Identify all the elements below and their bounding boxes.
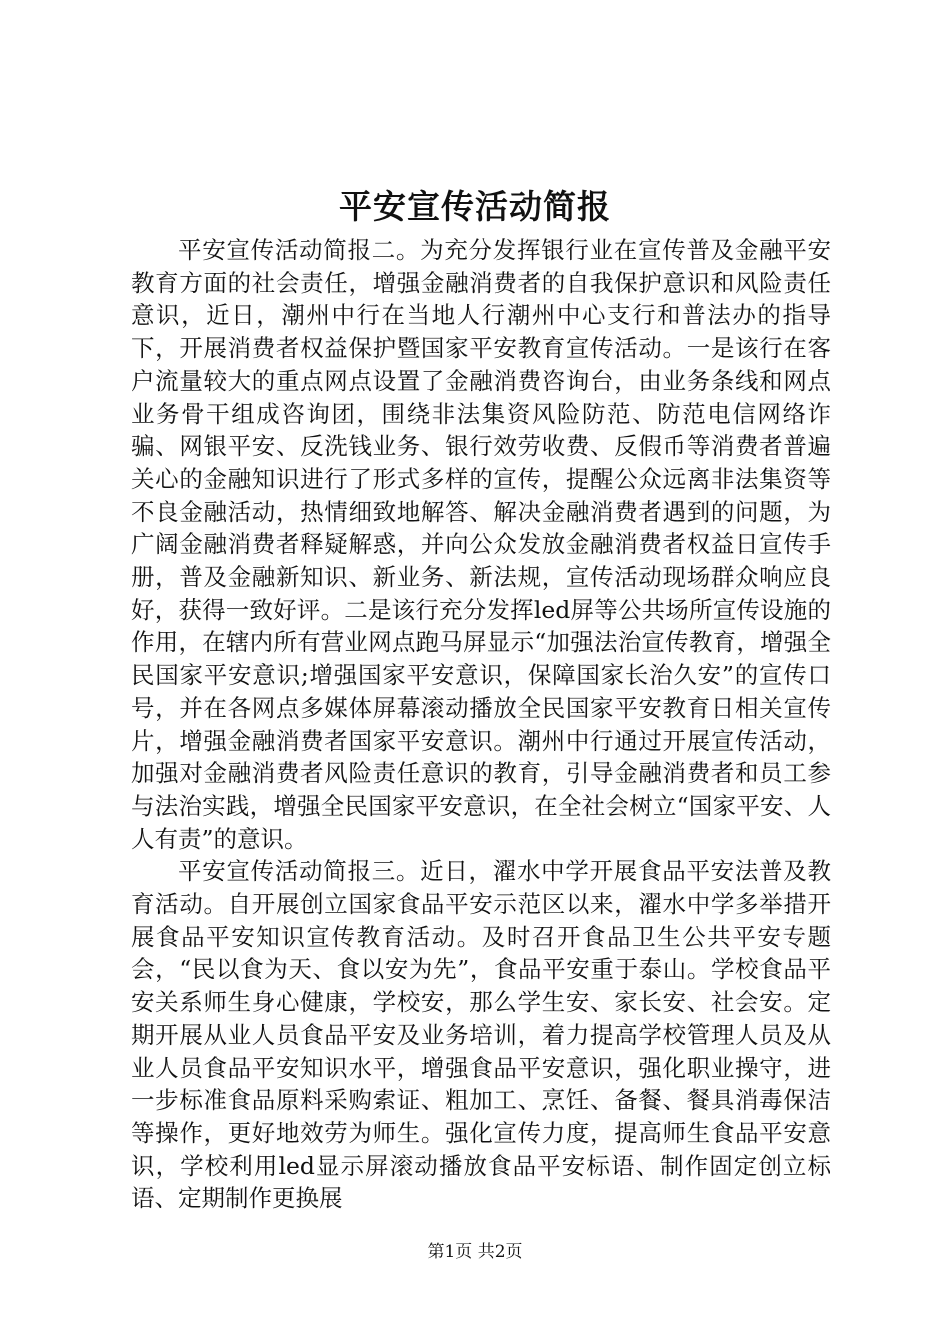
document-body xyxy=(131,234,831,1215)
document-title: 平安宣传活动简报 xyxy=(339,187,611,226)
paragraph-briefing-two: 平安宣传活动简报二。为充分发挥银行业在宣传普及金融平安教育方面的社会责任，增强金融消费者的自我保护意识和风险责任意识，近日，潮州中行在当地人行潮州中心支行和普法办的指导下，开展消费者权益保护暨国家平安教育宣传活动。一是该行在客户流量较大的重点网点设置了金融消费咨询台，由业务条线和网点业务骨干组成咨询团，围绕非法集资风险防范、防范电信网络诈骗、网银平安、反洗钱业务、银行效劳收费、反假币等消费者普遍关心的金融知识进行了形式多样的宣传，提醒公众远离非法集资等不良金融活动，热情细致地解答、解决金融消费者遇到的问题，为广阔金融消费者释疑解惑，并向公众发放金融消费者权益日宣传手册，普及金融新知识、新业务、新法规，宣传活动现场群众响应良好，获得一致好评。二是该行充分发挥led屏等公共场所宣传设施的作用，在辖内所有营业网点跑马屏显示“加强法治宣传教育，增强全民国家平安意识;增强国家平安意识，保障国家长治久安”的宣传口号，并在各网点多媒体屏幕滚动播放全民国家平安教育日相关宣传片，增强金融消费者国家平安意识。潮州中行通过开展宣传活动，加强对金融消费者风险责任意识的教育，引导金融消费者和员工参与法治实践，增强全民国家平安意识，在全社会树立“国家平安、人人有责”的意识。 xyxy=(131,236,831,853)
page-number-footer: 第1页 共2页 xyxy=(427,1242,523,1262)
paragraph-briefing-three: 平安宣传活动简报三。近日，濯水中学开展食品平安法普及教育活动。自开展创立国家食品平安示范区以来，濯水中学多举措开展食品平安知识宣传教育活动。及时召开食品卫生公共平安专题会，“民以食为天、食以安为先”，食品平安重于泰山。学校食品平安关系师生身心健康，学校安，那么学生安、家长安、社会安。定期开展从业人员食品平安及业务培训，着力提高学校管理人员及从业人员食品平安知识水平，增强食品平安意识，强化职业操守，进一步标准食品原料采购索证、粗加工、烹饪、备餐、餐具消毒保洁等操作，更好地效劳为师生。强化宣传力度，提高师生食品平安意识，学校利用led显示屏滚动播放食品平安标语、制作固定创立标语、定期制作更换展 xyxy=(131,857,831,1213)
